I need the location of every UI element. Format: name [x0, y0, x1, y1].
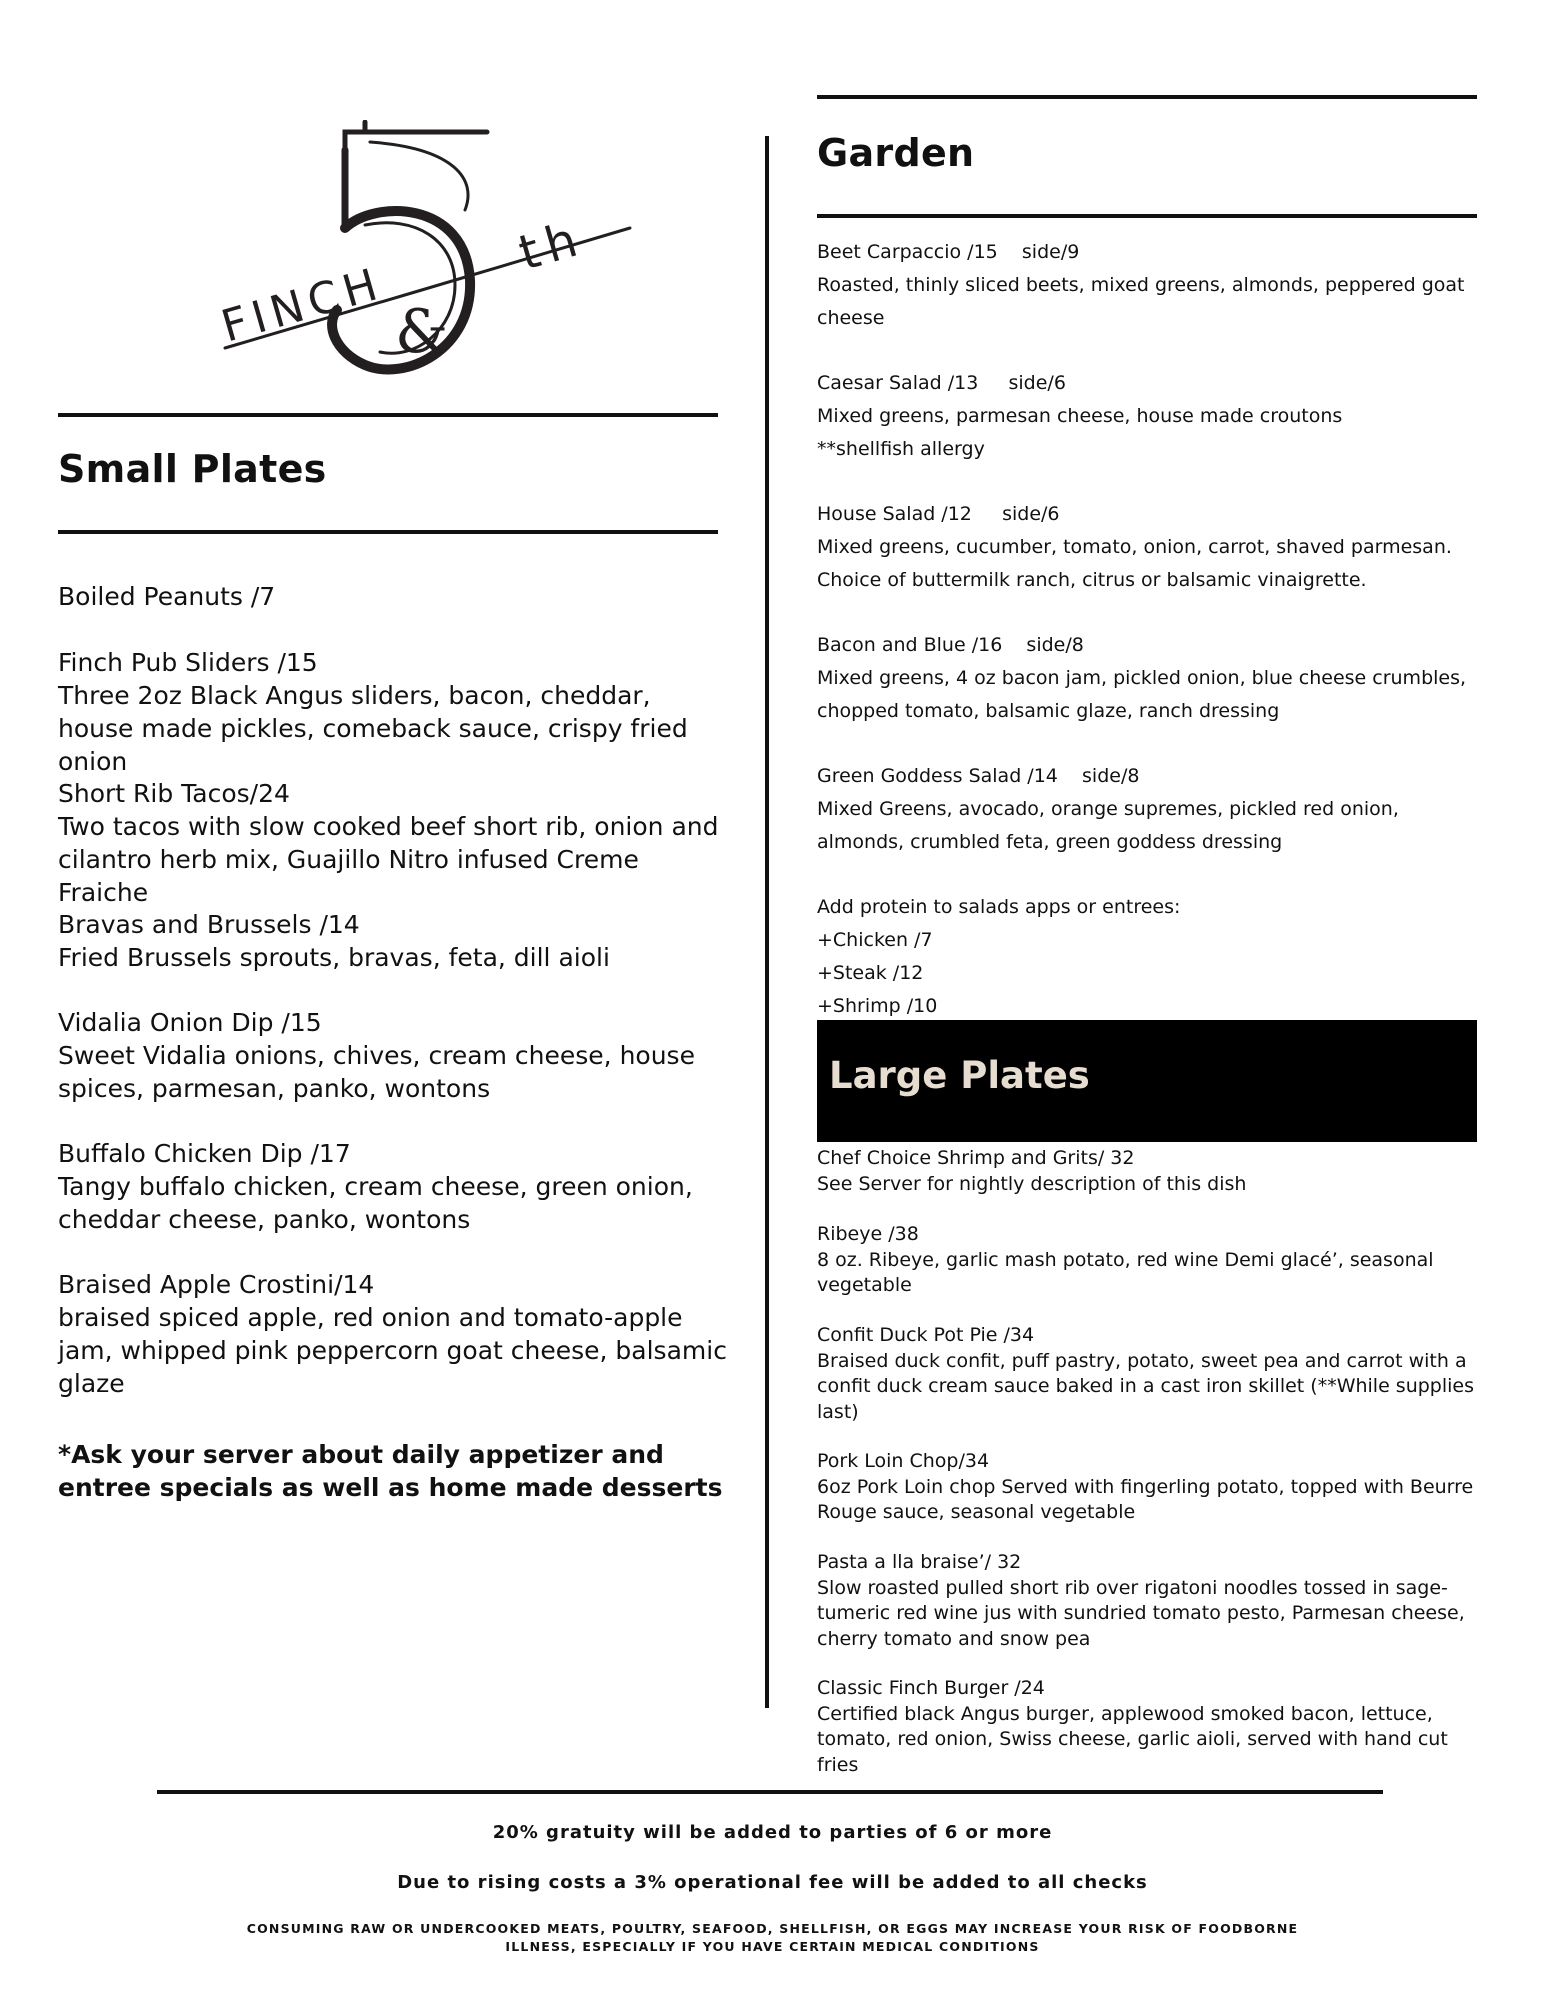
item-title: Beet Carpaccio /15 side/9 [817, 241, 1080, 263]
protein-addons [817, 891, 1477, 1023]
garden-heading: Garden [817, 131, 975, 175]
column-divider [765, 136, 769, 1708]
large-plate-item [817, 1449, 1477, 1526]
protein-option: +Steak /12 [817, 962, 924, 984]
item-description: Fried Brussels sprouts, bravas, feta, dill aioli [58, 943, 610, 972]
small-plates-top-rule [58, 413, 718, 417]
item-description: See Server for nightly description of this dish [817, 1172, 1247, 1195]
item-title: Confit Duck Pot Pie /34 [817, 1324, 1035, 1346]
large-plate-item [817, 1676, 1477, 1778]
item-title: Buffalo Chicken Dip /17 [58, 1139, 351, 1168]
specials-note: *Ask your server about daily appetizer and entree specials as well as home made desserts [58, 1440, 723, 1502]
item-description: 8 oz. Ribeye, garlic mash potato, red wine Demi glacé’, seasonal vegetable [817, 1248, 1434, 1296]
item-description: Certified black Angus burger, applewood smoked bacon, lettuce, tomato, red onion, Swiss cheese, garlic aioli, served with hand cut fries [817, 1702, 1448, 1776]
item-title: Bravas and Brussels /14 [58, 910, 360, 939]
item-title: Chef Choice Shrimp and Grits/ 32 [817, 1147, 1135, 1169]
item-description: Three 2oz Black Angus sliders, bacon, cheddar, house made pickles, comeback sauce, crispy fried onion [58, 681, 688, 776]
large-plates-banner [817, 1020, 1477, 1142]
small-plate-item [58, 1268, 728, 1400]
allergy-note: **shellfish allergy [817, 438, 985, 460]
item-description: Mixed greens, cucumber, tomato, onion, carrot, shaved parmesan. Choice of buttermilk ranch, citrus or balsamic vinaigrette. [817, 536, 1452, 591]
item-description: Mixed greens, parmesan cheese, house made croutons [817, 405, 1343, 427]
item-description: Mixed Greens, avocado, orange supremes, pickled red onion, almonds, crumbled feta, green goddess dressing [817, 798, 1399, 853]
large-plates-heading: Large Plates [829, 1054, 1090, 1097]
item-description: Braised duck confit, puff pastry, potato, sweet pea and carrot with a confit duck cream sauce baked in a cast iron skillet (**While supplies last) [817, 1349, 1475, 1423]
garden-item [817, 367, 1477, 466]
garden-item [817, 760, 1477, 859]
item-title: Ribeye /38 [817, 1223, 919, 1245]
item-description: Two tacos with slow cooked beef short rib, onion and cilantro herb mix, Guajillo Nitro infused Creme Fraiche [58, 812, 719, 907]
small-plate-item [58, 580, 728, 613]
item-title: Boiled Peanuts /7 [58, 582, 276, 611]
small-plates-heading: Small Plates [58, 447, 327, 491]
item-description: Roasted, thinly sliced beets, mixed greens, almonds, peppered goat cheese [817, 274, 1465, 329]
finch-and-fifth-logo [215, 120, 635, 380]
item-title: Caesar Salad /13 side/6 [817, 372, 1066, 394]
logo-graphic [215, 120, 635, 380]
item-description: Tangy buffalo chicken, cream cheese, green onion, cheddar cheese, panko, wontons [58, 1172, 693, 1234]
protein-intro: Add protein to salads apps or entrees: [817, 896, 1181, 918]
logo-ampersand: & [395, 297, 449, 367]
food-safety-warning-line2: ILLNESS, ESPECIALLY IF YOU HAVE CERTAIN MEDICAL CONDITIONS [505, 1939, 1040, 1954]
item-title: Pasta a lla braise’/ 32 [817, 1551, 1022, 1573]
item-title: Vidalia Onion Dip /15 [58, 1008, 322, 1037]
large-plate-item [817, 1323, 1477, 1425]
small-plate-item [58, 1006, 728, 1105]
footer-rule [157, 1790, 1383, 1794]
food-safety-warning-line1: CONSUMING RAW OR UNDERCOOKED MEATS, POULTRY, SEAFOOD, SHELLFISH, OR EGGS MAY INCREASE YOUR RISK OF FOODBORNE [246, 1921, 1299, 1936]
large-plate-item [817, 1146, 1477, 1197]
small-plate-item [58, 777, 728, 909]
protein-option: +Shrimp /10 [817, 995, 938, 1017]
small-plate-item [58, 908, 728, 974]
protein-option: +Chicken /7 [817, 929, 933, 951]
small-plates-bottom-rule [58, 530, 718, 534]
small-plate-item [58, 1137, 728, 1236]
logo-th-text: th [512, 209, 592, 282]
item-title: Bacon and Blue /16 side/8 [817, 634, 1084, 656]
garden-bottom-rule [817, 214, 1477, 218]
item-description: braised spiced apple, red onion and tomato-apple jam, whipped pink peppercorn goat cheese, balsamic glaze [58, 1303, 727, 1398]
item-description: 6oz Pork Loin chop Served with fingerling potato, topped with Beurre Rouge sauce, seasonal vegetable [817, 1475, 1474, 1523]
item-description: Slow roasted pulled short rib over rigatoni noodles tossed in sage-tumeric red wine jus with sundried tomato pesto, Parmesan cheese, cherry tomato and snow pea [817, 1576, 1465, 1650]
gratuity-notice: 20% gratuity will be added to parties of 6 or more [492, 1822, 1053, 1843]
garden-top-rule [817, 95, 1477, 99]
item-description: Sweet Vidalia onions, chives, cream cheese, house spices, parmesan, panko, wontons [58, 1041, 695, 1103]
item-title: Braised Apple Crostini/14 [58, 1270, 375, 1299]
large-plate-item [817, 1550, 1477, 1652]
garden-item [817, 498, 1477, 597]
item-description: Mixed greens, 4 oz bacon jam, pickled onion, blue cheese crumbles, chopped tomato, balsamic glaze, ranch dressing [817, 667, 1467, 722]
garden-item [817, 629, 1477, 728]
operational-fee-notice: Due to rising costs a 3% operational fee will be added to all checks [397, 1872, 1148, 1893]
item-title: Short Rib Tacos/24 [58, 779, 290, 808]
small-plate-item [58, 646, 728, 778]
item-title: Pork Loin Chop/34 [817, 1450, 990, 1472]
logo-finch-text: FINCH [215, 258, 389, 353]
item-title: Classic Finch Burger /24 [817, 1677, 1045, 1699]
garden-item [817, 236, 1477, 335]
large-plate-item [817, 1222, 1477, 1299]
item-title: House Salad /12 side/6 [817, 503, 1060, 525]
item-title: Finch Pub Sliders /15 [58, 648, 318, 677]
item-title: Green Goddess Salad /14 side/8 [817, 765, 1140, 787]
